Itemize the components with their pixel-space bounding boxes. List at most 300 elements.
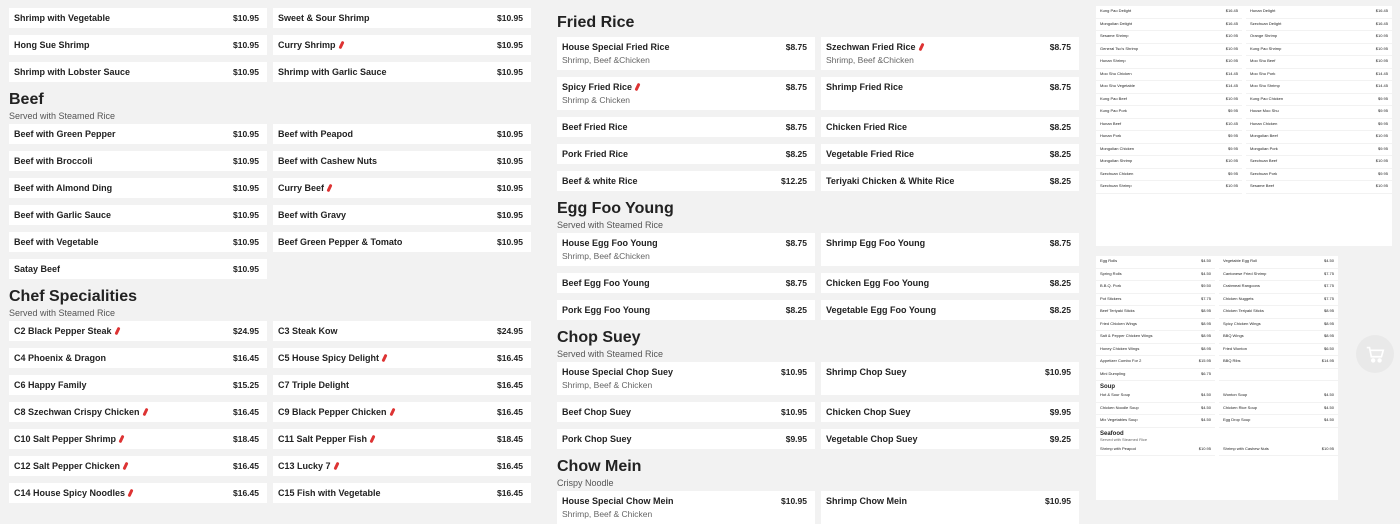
menu-item-info: [826, 176, 954, 186]
menu-item-name: [562, 496, 674, 506]
shopping-cart-icon[interactable]: [1356, 335, 1394, 373]
preview-item-name: Moo Shu Chicken: [1100, 70, 1132, 76]
preview-menu-item[interactable]: [1219, 369, 1338, 382]
preview-menu-item[interactable]: [1096, 81, 1242, 94]
menu-item-price: $10.95: [233, 183, 259, 193]
menu-item-price: $10.95: [497, 40, 523, 50]
preview-item-price: $9.95: [1227, 145, 1238, 151]
preview-item-name: Chicken Nuggets: [1223, 295, 1254, 301]
menu-item[interactable]: [9, 375, 267, 395]
menu-item-info: [278, 237, 402, 247]
menu-item[interactable]: [273, 62, 531, 82]
preview-item-price: $4.50: [1323, 404, 1334, 410]
preview-menu-item[interactable]: [1219, 403, 1338, 416]
preview-item-price: $8.95: [1323, 320, 1334, 326]
preview-menu-item[interactable]: [1246, 106, 1392, 119]
menu-item[interactable]: [273, 375, 531, 395]
menu-item-price: $8.25: [1049, 176, 1071, 186]
chili-pepper-icon: [369, 435, 375, 444]
menu-item[interactable]: [557, 233, 815, 266]
menu-item-name: [14, 13, 110, 23]
menu-item-name-text: Beef with Peapod: [278, 129, 354, 139]
preview-item-name: Beef Teriyaki Sticks: [1100, 308, 1135, 313]
menu-item-name: [278, 210, 346, 220]
menu-item[interactable]: [557, 362, 815, 395]
menu-item[interactable]: [9, 456, 267, 476]
menu-item-name: [826, 82, 903, 92]
menu-item[interactable]: [273, 35, 531, 55]
menu-item-price: $24.95: [497, 326, 523, 336]
preview-menu-item[interactable]: [1246, 181, 1392, 194]
menu-item-name-text: Sweet & Sour Shrimp: [278, 13, 370, 23]
menu-item-name-text: Chicken Egg Foo Young: [826, 278, 930, 288]
preview-menu-item[interactable]: [1096, 69, 1242, 82]
menu-item-info: [278, 210, 346, 220]
menu-item[interactable]: [821, 300, 1079, 320]
menu-item-name: [826, 305, 936, 315]
menu-item-info: [278, 40, 343, 50]
menu-item-name-text: Pork Egg Foo Young: [562, 305, 651, 315]
preview-item-name: Sesame Beef: [1250, 183, 1275, 188]
preview-menu-item[interactable]: [1246, 169, 1392, 182]
preview-item-name: Moo Shu Vegetable: [1100, 83, 1135, 88]
menu-item[interactable]: [9, 483, 267, 503]
menu-item-name-text: Vegetable Egg Foo Young: [826, 305, 937, 315]
menu-item-name-text: Beef Egg Foo Young: [562, 278, 650, 288]
preview-item-price: $9.95: [1227, 108, 1238, 113]
menu-item-name: [14, 129, 116, 139]
menu-item[interactable]: [9, 429, 267, 449]
menu-item-name: [826, 278, 929, 288]
menu-item[interactable]: [821, 273, 1079, 293]
menu-item[interactable]: [273, 205, 531, 225]
menu-item-info: [278, 129, 353, 139]
preview-menu-item[interactable]: [1219, 281, 1338, 294]
preview-menu-item[interactable]: [1219, 319, 1338, 332]
menu-item-name: [826, 42, 923, 52]
preview-menu-item[interactable]: [1246, 119, 1392, 132]
menu-column-middle: [548, 0, 1086, 519]
menu-item-name-text: Shrimp Egg Foo Young: [826, 238, 926, 248]
preview-menu-item[interactable]: [1096, 415, 1215, 428]
menu-item[interactable]: [9, 232, 267, 252]
menu-item-info: [278, 156, 377, 166]
menu-item[interactable]: [9, 62, 267, 82]
menu-item-price: $8.75: [1049, 42, 1071, 52]
menu-item[interactable]: [821, 402, 1079, 422]
menu-item-price: $10.95: [233, 129, 259, 139]
menu-item-name-text: Beef with Gravy: [278, 210, 347, 220]
preview-item-price: $10.95: [1225, 33, 1238, 38]
preview-menu-item[interactable]: [1246, 6, 1392, 19]
preview-menu-item[interactable]: [1096, 169, 1242, 182]
menu-item-info: [826, 434, 918, 444]
preview-item-price: $4.50: [1200, 404, 1211, 410]
beef-items-grid: [0, 124, 538, 279]
preview-menu-item[interactable]: [1096, 156, 1242, 169]
preview-item-name: Fried Wonton: [1223, 345, 1247, 351]
chili-pepper-icon: [118, 435, 124, 444]
menu-item-name-text: C2 Black Pepper Steak: [14, 326, 112, 336]
menu-item[interactable]: [821, 37, 1079, 70]
menu-item-info: [562, 367, 673, 390]
menu-item[interactable]: [821, 429, 1079, 449]
menu-item[interactable]: [821, 144, 1079, 164]
menu-item-name-text: Beef Chop Suey: [562, 407, 632, 417]
menu-item[interactable]: [557, 171, 815, 191]
menu-item[interactable]: [9, 151, 267, 171]
menu-item-name: [562, 149, 628, 159]
chili-pepper-icon: [127, 489, 133, 498]
menu-item-price: $8.75: [1049, 82, 1071, 92]
menu-item-name-text: Beef Green Pepper & Tomato: [278, 237, 403, 247]
menu-item-name: [278, 434, 374, 444]
preview-item-name: Kung Pao Pork: [1100, 108, 1127, 113]
menu-item[interactable]: [821, 233, 1079, 266]
menu-item-price: $10.95: [233, 237, 259, 247]
preview-menu-item[interactable]: [1096, 331, 1215, 344]
preview-item-price: $16.45: [1375, 8, 1388, 13]
preview-menu-item[interactable]: [1096, 44, 1242, 57]
preview-item-price: $8.95: [1323, 308, 1334, 313]
menu-item-info: [14, 326, 119, 336]
preview-item-price: $16.45: [1375, 20, 1388, 26]
menu-item-name-text: Beef with Green Pepper: [14, 129, 116, 139]
preview-menu-item[interactable]: [1246, 156, 1392, 169]
menu-item-description: Shrimp, Beef &Chicken: [826, 55, 914, 65]
preview-item-price: $8.95: [1200, 345, 1211, 351]
menu-item-price: $10.95: [233, 210, 259, 220]
preview-menu-item[interactable]: [1246, 44, 1392, 57]
menu-item[interactable]: [273, 124, 531, 144]
menu-item-name-text: Vegetable Fried Rice: [826, 149, 915, 159]
menu-item-name-text: Beef with Garlic Sauce: [14, 210, 112, 220]
preview-menu-item[interactable]: [1219, 256, 1338, 269]
preview-item-price: $7.75: [1200, 295, 1211, 301]
preview-menu-item[interactable]: [1096, 31, 1242, 44]
preview-menu-item[interactable]: [1096, 306, 1215, 319]
menu-item-name: [562, 407, 631, 417]
chop-suey-subtitle: Served with Steamed Rice: [557, 349, 664, 359]
menu-item-price: $10.95: [497, 237, 523, 247]
preview-item-name: Mini Dumpling: [1100, 370, 1126, 376]
chili-pepper-icon: [333, 462, 339, 471]
menu-item-price: $10.95: [233, 67, 259, 77]
menu-item-price: $10.95: [497, 183, 523, 193]
menu-item-price: $18.45: [497, 434, 523, 444]
preview-menu-item[interactable]: [1096, 19, 1242, 32]
menu-item[interactable]: [821, 491, 1079, 524]
preview-item-name: Szechuan Beef: [1250, 158, 1278, 163]
preview-item-price: $10.95: [1225, 158, 1238, 163]
menu-item-name: [562, 367, 673, 377]
preview-menu-item[interactable]: [1096, 344, 1215, 357]
menu-item-info: [562, 238, 658, 261]
menu-item-name-text: Satay Beef: [14, 264, 61, 274]
menu-item[interactable]: [9, 402, 267, 422]
preview-menu-item[interactable]: [1096, 94, 1242, 107]
preview-item-name: BBQ Ribs: [1223, 358, 1241, 363]
menu-item[interactable]: [273, 402, 531, 422]
preview-item-name: Hot & Sour Soup: [1100, 392, 1131, 397]
menu-item-price: $9.25: [1049, 434, 1071, 444]
preview-menu-item[interactable]: [1246, 56, 1392, 69]
menu-item-name-text: Chicken Chop Suey: [826, 407, 911, 417]
menu-item-name: [278, 380, 349, 390]
fried-rice-section: [548, 14, 1086, 191]
menu-item[interactable]: [821, 362, 1079, 395]
menu-item-info: [562, 149, 628, 159]
preview-item-price: $4.50: [1200, 270, 1211, 276]
preview-menu-item[interactable]: [1096, 106, 1242, 119]
menu-item-name-text: Beef with Vegetable: [14, 237, 99, 247]
menu-item-info: [278, 407, 394, 417]
menu-item-info: [14, 380, 87, 390]
menu-item[interactable]: [9, 35, 267, 55]
menu-item[interactable]: [273, 429, 531, 449]
preview-menu-item[interactable]: [1096, 144, 1242, 157]
menu-item-info: [278, 67, 387, 77]
preview-item-price: $10.95: [1375, 133, 1388, 138]
menu-item[interactable]: [557, 144, 815, 164]
preview-item-name: Szechuan Pork: [1250, 170, 1278, 176]
preview-item-name: Kung Pao Beef: [1100, 95, 1127, 101]
menu-item-price: $10.95: [1045, 367, 1071, 377]
preview-menu-item[interactable]: [1246, 69, 1392, 82]
menu-preview-column: [1088, 0, 1400, 500]
preview-menu-item[interactable]: [1219, 356, 1338, 369]
menu-item[interactable]: [273, 483, 531, 503]
menu-item-name: [278, 129, 353, 139]
preview-menu-item[interactable]: [1096, 403, 1215, 416]
menu-item[interactable]: [9, 321, 267, 341]
menu-item[interactable]: [273, 321, 531, 341]
preview-item-name: Moo Shu Beef: [1250, 58, 1276, 63]
preview-menu-item[interactable]: [1096, 281, 1215, 294]
menu-item-name: [14, 40, 90, 50]
menu-item-info: [826, 42, 923, 65]
preview-menu-item[interactable]: [1096, 131, 1242, 144]
menu-item-info: [562, 434, 632, 444]
egg-foo-title: Egg Foo Young: [557, 200, 674, 217]
menu-item-name-text: Szechwan Fried Rice: [826, 42, 916, 52]
preview-menu-item[interactable]: [1246, 81, 1392, 94]
preview-menu-item[interactable]: [1219, 444, 1338, 457]
menu-item[interactable]: [821, 117, 1079, 137]
menu-item[interactable]: [557, 491, 815, 524]
menu-item-price: $10.95: [1045, 496, 1071, 506]
preview-menu-item[interactable]: [1096, 319, 1215, 332]
preview-item-name: Hunan Delight: [1250, 8, 1276, 13]
menu-item-info: [14, 264, 60, 274]
menu-item[interactable]: [557, 273, 815, 293]
menu-item[interactable]: [557, 117, 815, 137]
preview-menu-item[interactable]: [1096, 181, 1242, 194]
preview-menu-item[interactable]: [1096, 444, 1215, 457]
menu-item[interactable]: [821, 171, 1079, 191]
preview-menu-item[interactable]: [1246, 31, 1392, 44]
preview-item-name: Chicken Noodle Soup: [1100, 404, 1139, 410]
menu-item-description: Shrimp & Chicken: [562, 95, 631, 105]
menu-item-info: [14, 129, 116, 139]
menu-item-name: [826, 434, 918, 444]
menu-item[interactable]: [9, 205, 267, 225]
menu-item-name-text: C3 Steak Kow: [278, 326, 338, 336]
preview-menu-item[interactable]: [1096, 56, 1242, 69]
preview-seafood-title: Seafood: [1100, 430, 1124, 437]
menu-item[interactable]: [273, 348, 531, 368]
preview-menu-item[interactable]: [1096, 356, 1215, 369]
menu-item-name-text: House Special Fried Rice: [562, 42, 670, 52]
menu-item-name-text: House Special Chop Suey: [562, 367, 674, 377]
menu-item[interactable]: [9, 348, 267, 368]
menu-item[interactable]: [273, 232, 531, 252]
menu-item-price: $10.95: [497, 156, 523, 166]
preview-menu-item[interactable]: [1096, 294, 1215, 307]
menu-item-info: [278, 488, 381, 498]
menu-item-price: $10.95: [497, 67, 523, 77]
preview-menu-item[interactable]: [1246, 131, 1392, 144]
preview-menu-item[interactable]: [1219, 390, 1338, 403]
preview-soup-title: Soup: [1100, 384, 1115, 390]
menu-item-name-text: C4 Phoenix & Dragon: [14, 353, 107, 363]
chef-section-title: Chef Specialities: [9, 288, 138, 305]
preview-item-price: $9.95: [1377, 108, 1388, 113]
menu-item-price: $16.45: [233, 461, 259, 471]
menu-item[interactable]: [557, 402, 815, 422]
chili-pepper-icon: [338, 41, 344, 50]
menu-item[interactable]: [557, 77, 815, 110]
menu-item-name: [826, 238, 925, 248]
preview-menu-item[interactable]: [1219, 269, 1338, 282]
preview-menu-item[interactable]: [1096, 269, 1215, 282]
menu-item-name: [826, 149, 914, 159]
preview-item-price: $10.95: [1375, 58, 1388, 63]
preview-menu-item[interactable]: [1096, 256, 1215, 269]
menu-item-name-text: Shrimp Fried Rice: [826, 82, 904, 92]
menu-item[interactable]: [9, 178, 267, 198]
menu-item-info: [278, 183, 331, 193]
menu-item[interactable]: [9, 8, 267, 28]
chili-pepper-icon: [142, 408, 148, 417]
menu-item-name: [278, 67, 387, 77]
preview-menu-item[interactable]: [1246, 144, 1392, 157]
preview-menu-item[interactable]: [1096, 369, 1215, 382]
menu-item-name: [14, 461, 127, 471]
preview-menu-item[interactable]: [1219, 344, 1338, 357]
menu-item[interactable]: [273, 151, 531, 171]
preview-menu-item[interactable]: [1246, 19, 1392, 32]
menu-item[interactable]: [9, 124, 267, 144]
menu-item-name: [826, 496, 907, 506]
menu-item-price: $9.95: [1049, 407, 1071, 417]
menu-item[interactable]: [821, 77, 1079, 110]
preview-item-name: Wonton Soup: [1223, 392, 1248, 397]
preview-menu-item[interactable]: [1219, 331, 1338, 344]
preview-menu-item[interactable]: [1219, 306, 1338, 319]
menu-item-name-text: C12 Salt Pepper Chicken: [14, 461, 121, 471]
menu-item-name-text: Shrimp with Garlic Sauce: [278, 67, 387, 77]
menu-item-price: $8.25: [785, 149, 807, 159]
menu-item-price: $10.95: [233, 264, 259, 274]
preview-item-name: Kung Pao Chicken: [1250, 95, 1284, 101]
menu-item-name-text: C15 Fish with Vegetable: [278, 488, 381, 498]
menu-item-price: $15.25: [233, 380, 259, 390]
preview-menu-item[interactable]: [1096, 390, 1215, 403]
preview-item-name: Egg Rolls: [1100, 258, 1118, 263]
menu-item-price: $16.45: [497, 488, 523, 498]
menu-item-name: [562, 122, 628, 132]
egg-foo-grid: [548, 233, 1086, 320]
menu-item-name: [562, 305, 650, 315]
menu-item[interactable]: [557, 429, 815, 449]
menu-item-price: $10.95: [233, 156, 259, 166]
preview-item-price: $10.95: [1225, 95, 1238, 101]
menu-item-name-text: C13 Lucky 7: [278, 461, 331, 471]
menu-item[interactable]: [557, 300, 815, 320]
preview-item-name: Mongolian Pork: [1250, 145, 1278, 151]
preview-item-price: $9.95: [1377, 95, 1388, 101]
preview-item-name: Pot Stickers: [1100, 295, 1122, 301]
menu-item-info: [14, 237, 99, 247]
menu-item-name-text: C6 Happy Family: [14, 380, 87, 390]
menu-item-price: $8.25: [1049, 122, 1071, 132]
menu-item-info: [562, 496, 674, 519]
menu-item[interactable]: [557, 37, 815, 70]
preview-item-name: Chicken Rice Soup: [1223, 404, 1258, 410]
preview-menu-item[interactable]: [1096, 6, 1242, 19]
menu-item-info: [14, 353, 106, 363]
menu-item-name: [278, 13, 370, 23]
preview-item-name: Hunan Pork: [1100, 133, 1122, 138]
menu-item-name-text: Shrimp with Vegetable: [14, 13, 111, 23]
preview-item-name: Moo Shu Shrimp: [1250, 83, 1280, 88]
menu-item[interactable]: [273, 8, 531, 28]
menu-item-info: [826, 367, 907, 377]
chow-mein-title: Chow Mein: [557, 458, 642, 475]
menu-item-info: [826, 496, 907, 506]
egg-foo-section: [548, 200, 1086, 320]
chow-mein-grid: [548, 491, 1086, 524]
menu-item-name: [14, 264, 60, 274]
preview-menu-item[interactable]: [1246, 94, 1392, 107]
preview-menu-item[interactable]: [1096, 119, 1242, 132]
menu-item[interactable]: [273, 178, 531, 198]
preview-item-price: $15.95: [1198, 358, 1211, 363]
menu-item-info: [826, 238, 925, 248]
menu-item-name: [14, 380, 87, 390]
menu-item-name: [278, 407, 394, 417]
preview-item-name: Szechuan Chicken: [1100, 170, 1134, 176]
chili-pepper-icon: [114, 327, 120, 336]
menu-item[interactable]: [273, 456, 531, 476]
menu-item[interactable]: [9, 259, 267, 279]
preview-item-price: $6.75: [1200, 370, 1211, 376]
preview-item-name: Mongolian Chicken: [1100, 145, 1135, 151]
preview-item-price: $8.95: [1323, 333, 1334, 338]
chow-mein-subtitle: Crispy Noodle: [557, 478, 614, 488]
chili-pepper-icon: [381, 354, 387, 363]
menu-item-info: [562, 122, 628, 132]
menu-item-name-text: Curry Shrimp: [278, 40, 336, 50]
menu-item-description: Shrimp, Beef &Chicken: [562, 251, 650, 261]
preview-item-price: $10.95: [1375, 183, 1388, 188]
menu-item-name-text: C9 Black Pepper Chicken: [278, 407, 387, 417]
menu-item-price: $10.95: [233, 40, 259, 50]
fried-rice-title: Fried Rice: [557, 14, 635, 31]
preview-menu-item[interactable]: [1219, 294, 1338, 307]
preview-menu-item[interactable]: [1219, 415, 1338, 428]
